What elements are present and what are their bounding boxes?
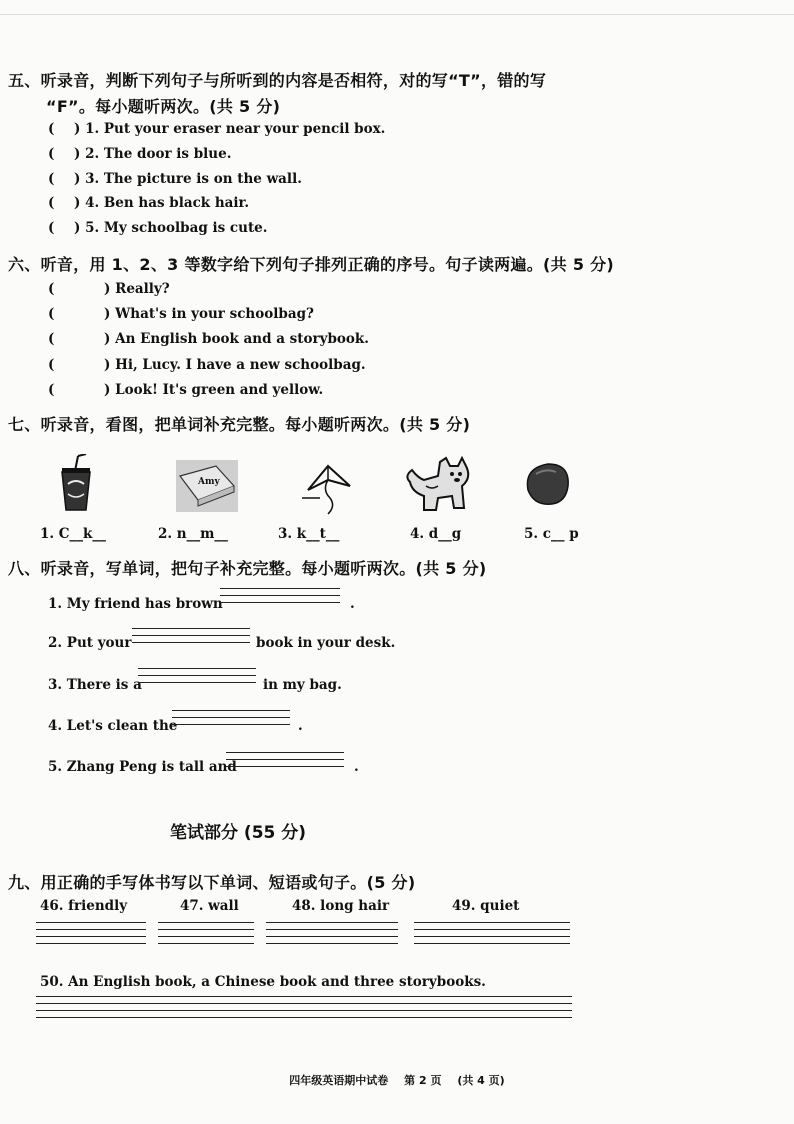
section-6-item: ( ) Really? bbox=[48, 281, 170, 297]
book-box-icon bbox=[176, 460, 238, 512]
footer-page: 第 2 页 bbox=[404, 1074, 442, 1087]
section-5-item: ( ) 4. Ben has black hair. bbox=[48, 195, 250, 211]
writing-lines[interactable] bbox=[172, 710, 290, 731]
section-8-item-3: 3. There is a bbox=[48, 677, 142, 693]
section-8-item-1: 1. My friend has brown bbox=[48, 596, 223, 612]
writing-lines[interactable] bbox=[132, 628, 250, 649]
section-5-heading-line2: “F”。每小题听两次。(共 5 分) bbox=[46, 97, 281, 116]
section-5-heading: 五、听录音，判断下列句子与所听到的内容是否相符，对的写“T”，错的写 bbox=[8, 71, 547, 90]
coke-cup-icon bbox=[56, 454, 96, 514]
footer-title: 四年级英语期中试卷 bbox=[289, 1074, 389, 1087]
section-7-label-5: 5. c__ p bbox=[524, 526, 579, 542]
section-9-sentence-50: 50. An English book, a Chinese book and three storybooks. bbox=[40, 974, 486, 990]
writing-lines[interactable] bbox=[226, 752, 344, 773]
handwriting-lines-46[interactable] bbox=[36, 922, 146, 950]
section-8-end-3: in my bag. bbox=[263, 677, 342, 693]
writing-lines[interactable] bbox=[220, 588, 340, 609]
dog-icon bbox=[402, 456, 474, 514]
section-9-heading: 九、用正确的手写体书写以下单词、短语或句子。(5 分) bbox=[8, 873, 416, 892]
section-5-item: ( ) 1. Put your eraser near your pencil box. bbox=[48, 121, 386, 137]
written-part-title: 笔试部分 (55 分) bbox=[170, 823, 307, 843]
handwriting-lines-49[interactable] bbox=[414, 922, 570, 950]
section-7-label-3: 3. k__t__ bbox=[278, 526, 340, 542]
section-8-item-4: 4. Let's clean the bbox=[48, 718, 178, 734]
section-7-label-4: 4. d__g bbox=[410, 526, 462, 542]
section-6-item: ( ) Hi, Lucy. I have a new schoolbag. bbox=[48, 357, 366, 373]
section-6-heading: 六、听音，用 1、2、3 等数字给下列句子排列正确的序号。句子读两遍。(共 5 分) bbox=[8, 255, 615, 274]
section-9-word-46: 46. friendly bbox=[40, 898, 128, 914]
section-5-item: ( ) 5. My schoolbag is cute. bbox=[48, 220, 268, 236]
footer-total: (共 4 页) bbox=[457, 1074, 505, 1087]
section-8-end-4: . bbox=[298, 718, 303, 734]
section-8-end-5: . bbox=[354, 759, 359, 775]
handwriting-lines-48[interactable] bbox=[266, 922, 398, 950]
section-6-item: ( ) What's in your schoolbag? bbox=[48, 306, 314, 322]
section-9-word-48: 48. long hair bbox=[292, 898, 390, 914]
section-8-item-5: 5. Zhang Peng is tall and bbox=[48, 759, 237, 775]
section-9-word-47: 47. wall bbox=[180, 898, 239, 914]
page-footer bbox=[0, 1072, 794, 1088]
handwriting-lines-50[interactable] bbox=[36, 996, 572, 1024]
section-8-heading: 八、听录音，写单词，把句子补充完整。每小题听两次。(共 5 分) bbox=[8, 559, 487, 578]
section-8-end-1: . bbox=[350, 596, 355, 612]
section-7-label-2: 2. n__m__ bbox=[158, 526, 228, 542]
section-7-label-1: 1. C__k__ bbox=[40, 526, 106, 542]
section-8-end-2: book in your desk. bbox=[256, 635, 396, 651]
writing-lines[interactable] bbox=[138, 668, 256, 689]
top-border bbox=[0, 14, 794, 15]
section-5-item: ( ) 3. The picture is on the wall. bbox=[48, 171, 302, 187]
section-5-item: ( ) 2. The door is blue. bbox=[48, 146, 232, 162]
section-6-item: ( ) An English book and a storybook. bbox=[48, 331, 369, 347]
cap-icon bbox=[522, 460, 572, 508]
svg-text:Amy: Amy bbox=[198, 477, 220, 487]
section-8-item-2: 2. Put your bbox=[48, 635, 132, 651]
kite-icon bbox=[300, 464, 356, 516]
handwriting-lines-47[interactable] bbox=[158, 922, 254, 950]
section-6-item: ( ) Look! It's green and yellow. bbox=[48, 382, 324, 398]
section-9-word-49: 49. quiet bbox=[452, 898, 520, 914]
section-7-heading: 七、听录音，看图，把单词补充完整。每小题听两次。(共 5 分) bbox=[8, 415, 471, 434]
